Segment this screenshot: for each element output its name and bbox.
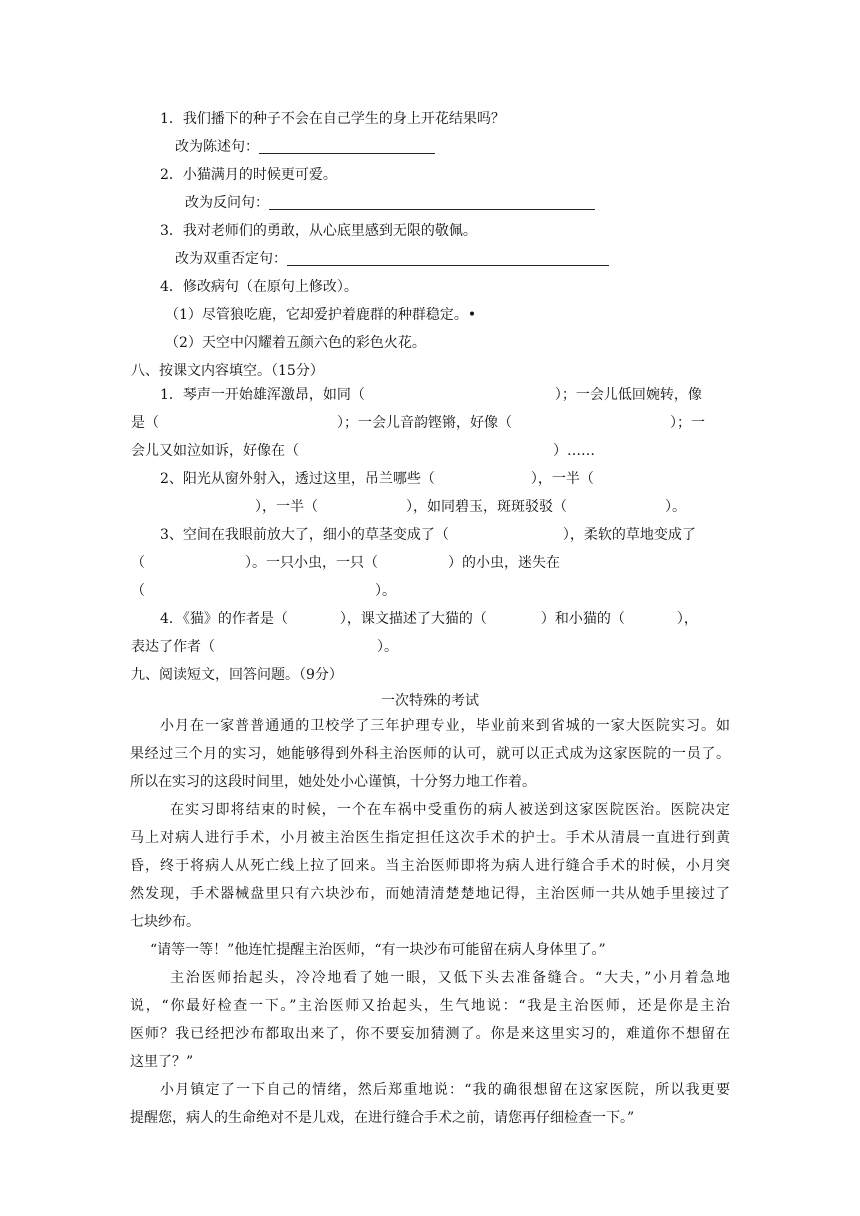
question-3-answer-blank[interactable] <box>287 251 609 266</box>
passage-line: 医师？我已经把沙布都取出来了，你不要妄加猜测了。你是来这里实习的，难道你不想留在 <box>130 1026 730 1042</box>
section-8-q3-line-3: （ ）。 <box>131 583 396 599</box>
passage-line: 小月镇定了一下自己的情绪，然后郑重地说：“我的确很想留在这家医院，所以我更要 <box>160 1082 730 1098</box>
passage-title: 一次特殊的考试 <box>381 693 479 709</box>
question-2-answer-row <box>185 193 595 213</box>
section-8-q3-line-2: （ ）。一只小虫，一只（ ）的小虫，迷失在 <box>131 555 560 571</box>
section-9-heading: 九、阅读短文，回答问题。（9分） <box>131 667 343 683</box>
passage-line: 说，“你最好检查一下。”主治医师又抬起头，生气地说：“我是主治医师，还是你是主治 <box>130 998 730 1014</box>
section-8-q2-line-1: 2、阳光从窗外射入，透过这里，吊兰哪些（ ），一半（ <box>160 471 594 487</box>
question-1-instruction: 改为陈述句： <box>175 139 259 155</box>
passage-line: 昏，终于将病人从死亡线上拉了回来。当主治医师即将为病人进行缝合手术的时候，小月突 <box>130 858 730 874</box>
section-8-q1-line-3: 会儿又如泣如诉，好像在（ ）…… <box>131 443 595 459</box>
question-3-answer-row <box>175 249 609 269</box>
question-2-prompt: 2．小猫满月的时候更可爱。 <box>160 167 337 183</box>
question-1-answer-blank[interactable] <box>259 139 435 154</box>
section-8-q3-line-1: 3、空间在我眼前放大了，细小的草茎变成了（ ），柔软的草地变成了 <box>160 527 696 543</box>
question-4-prompt: 4．修改病句（在原句上修改）。 <box>160 279 358 295</box>
reading-passage <box>130 712 730 1132</box>
passage-line: 提醒您，病人的生命绝对不是儿戏，在进行缝合手术之前，请您再仔细检查一下。” <box>130 1110 635 1126</box>
passage-line: 在实习即将结束的时候，一个在车祸中受重伤的病人被送到这家医院医治。医院决定 <box>170 802 730 818</box>
question-1-answer-row <box>175 137 435 157</box>
passage-line: 七块纱布。 <box>130 914 200 930</box>
section-8-q1-line-2: 是（ ）；一会儿音韵铿锵，好像（ ）；一 <box>131 415 705 431</box>
section-8-heading: 八、按课文内容填空。（15分） <box>131 363 324 379</box>
question-4-item-1: （1）尽管狼吃鹿，它却爱护着鹿群的种群稳定。• <box>165 307 477 323</box>
question-2-instruction: 改为反问句： <box>185 195 269 211</box>
passage-line: 然发现，手术器械盘里只有六块沙布，而她清清楚楚地记得，主治医师一共从她手里接过了 <box>130 886 730 902</box>
passage-line: 主治医师抬起头，冷冷地看了她一眼，又低下头去准备缝合。“大夫，”小月着急地 <box>170 970 730 986</box>
passage-line: 所以在实习的这段时间里，她处处小心谨慎，十分努力地工作着。 <box>130 774 536 790</box>
passage-line: 果经过三个月的实习，她能够得到外科主治医师的认可，就可以正式成为这家医院的一员了。 <box>130 746 730 762</box>
question-2-answer-blank[interactable] <box>269 195 595 210</box>
section-8-q4-line-2: 表达了作者（ ）。 <box>131 639 398 655</box>
passage-line: 小月在一家普普通通的卫校学了三年护理专业，毕业前来到省城的一家大医院实习。如 <box>160 718 730 734</box>
section-8-q4-line-1: 4．《猫》的作者是（ ），课文描述了大猫的（ ）和小猫的（ ）， <box>160 611 698 627</box>
passage-line: “请等一等！”他连忙提醒主治医师，“有一块沙布可能留在病人身体里了。” <box>150 942 606 958</box>
passage-line: 这里了？” <box>130 1054 194 1070</box>
question-3-prompt: 3．我对老师们的勇敢，从心底里感到无限的敬佩。 <box>160 223 477 239</box>
section-8-q2-line-2: ），一半（ ），如同碧玉，斑斑驳驳（ ）。 <box>255 499 686 515</box>
section-8-q1-line-1-text: 1．琴声一开始雄浑激昂，如同（ ）；一会儿低回婉转，像 <box>160 387 702 403</box>
passage-line: 马上对病人进行手术，小月被主治医生指定担任这次手术的护士。手术从清晨一直进行到黄 <box>130 830 730 846</box>
question-4-item-2: （2）天空中闪耀着五颜六色的彩色火花。 <box>165 335 426 351</box>
question-1-prompt: 1．我们播下的种子不会在自己学生的身上开花结果吗？ <box>160 111 505 127</box>
question-3-instruction: 改为双重否定句： <box>175 251 287 267</box>
